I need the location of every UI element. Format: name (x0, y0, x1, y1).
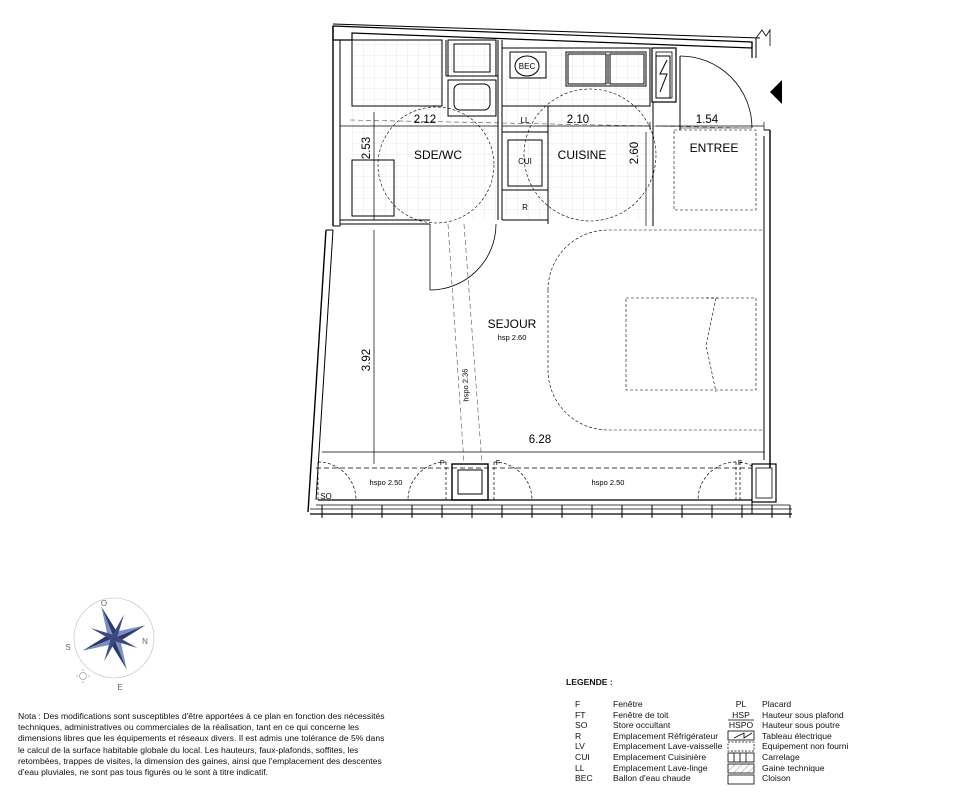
legend-code: PL (735, 699, 747, 709)
dim-sde-depth: 2.53 (361, 136, 373, 160)
legend-desc: Emplacement Lave-linge (613, 762, 708, 773)
legend-desc: Carrelage (762, 751, 800, 762)
legend-row (575, 720, 725, 731)
legend-row (724, 773, 874, 784)
dim-total-width: 6.28 (528, 434, 552, 446)
legend-row (575, 710, 725, 721)
legend-code: HSPO (728, 720, 754, 731)
legend-code: LV (575, 741, 585, 752)
legend-desc: Hauteur sous plafond (762, 709, 844, 720)
dim-cuisine-width: 2.10 (566, 114, 590, 126)
room-label-entree: ENTREE (689, 141, 739, 155)
fixture-cui: CUI (518, 157, 532, 166)
legend-desc: Tableau électrique (762, 730, 832, 741)
legend-row (724, 731, 874, 742)
room-label-sde: SDE/WC (414, 148, 462, 162)
legend-desc: Fenêtre (613, 699, 643, 709)
room-label-sejour: SEJOUR (487, 317, 537, 331)
legend-row (724, 699, 874, 710)
dim-cuisine-depth: 2.60 (629, 141, 641, 165)
legend-desc: Emplacement Lave-vaisselle (613, 741, 723, 752)
fixture-f2: F (495, 460, 501, 467)
legend-row (575, 773, 725, 784)
legend-code: LL (575, 762, 585, 773)
fixture-f3: F (737, 460, 743, 467)
legend-code: HSP (732, 709, 750, 720)
legend-desc: Hauteur sous poutre (762, 720, 840, 731)
legend-row (575, 763, 725, 774)
dim-sejour-depth: 3.92 (361, 348, 373, 372)
legend-desc: Fenêtre de toit (613, 709, 669, 720)
legend-left-column (575, 699, 725, 784)
legend-row (724, 720, 874, 731)
legend-desc: Emplacement Réfrigérateur (613, 730, 719, 741)
legend-code: SO (575, 720, 588, 731)
dim-entree-width: 1.54 (695, 114, 719, 126)
legend-desc: Ballon d'eau chaude (613, 773, 691, 784)
legend-code: FT (575, 709, 586, 720)
entrance-arrow-icon (770, 80, 782, 104)
compass-o: O (100, 599, 108, 608)
legend-row (575, 752, 725, 763)
compass-n: N (142, 637, 148, 646)
legend-row (724, 763, 874, 774)
dim-hspo-right: hspo 2.50 (591, 478, 625, 487)
legend-desc: Equipement non fourni (762, 741, 849, 752)
legend-code: F (575, 699, 581, 709)
legend-code: BEC (575, 773, 593, 784)
compass-e: E (117, 683, 123, 692)
tableau-electrique-icon (656, 56, 670, 98)
legend-row (724, 741, 874, 752)
dim-hspo-left: hspo 2.50 (369, 478, 403, 487)
legend-desc: Emplacement Cuisinière (613, 751, 707, 762)
legend-row (575, 699, 725, 710)
disclaimer-note: Nota : Des modifications sont susceptibles d'être apportées à ce plan en fonction des nécessités techniques, administratives ou commerciales de la réalisation, tant en ce qui concerne les dimensions libres que les équipements et réseaux divers. Il est admis une tolérance de 5% dans le calcul de la surface habitable globale du local. Les hauteurs, faux-plafonds, soffites, les retombées, trappes de visites, la dimension des gaines, ainsi que l'emplacement des descentes d'eau pluviales, ne sont pas tous figurés ou le sont à titre indicatif. (18, 711, 385, 778)
tile-floor-kitchen (503, 48, 653, 220)
legend-code: CUI (575, 751, 590, 762)
fixture-bec: BEC (518, 62, 536, 71)
legend-row (575, 741, 725, 752)
sde-door (430, 224, 496, 290)
dim-sde-width: 2.12 (413, 114, 437, 126)
fixture-so: SO (320, 492, 332, 501)
legend-right-column (724, 699, 874, 784)
compass-rose-icon (62, 586, 166, 690)
legend-title: LEGENDE : (566, 677, 613, 687)
legend-desc: Gaine technique (762, 762, 825, 773)
dim-hspo-diag: hspo 2.36 (460, 368, 471, 402)
legend-row (575, 731, 725, 742)
legend-code: R (575, 730, 582, 741)
legend-row (724, 752, 874, 763)
legend-desc: Cloison (762, 773, 791, 784)
compass-s: S (65, 643, 71, 652)
sun-icon (76, 669, 90, 683)
legend-desc: Store occultant (613, 720, 671, 731)
room-label-cuisine: CUISINE (557, 148, 607, 162)
window-ticks (322, 505, 790, 518)
fixture-f1: F (439, 460, 445, 467)
tile-floor-sde (350, 40, 498, 220)
room-hsp-sejour: hsp 2.60 (497, 333, 527, 342)
column (452, 464, 488, 500)
legend-row (724, 710, 874, 721)
fixture-r: R (522, 203, 528, 212)
fixture-ll: LL (520, 116, 530, 125)
legend-desc: Placard (762, 699, 792, 709)
